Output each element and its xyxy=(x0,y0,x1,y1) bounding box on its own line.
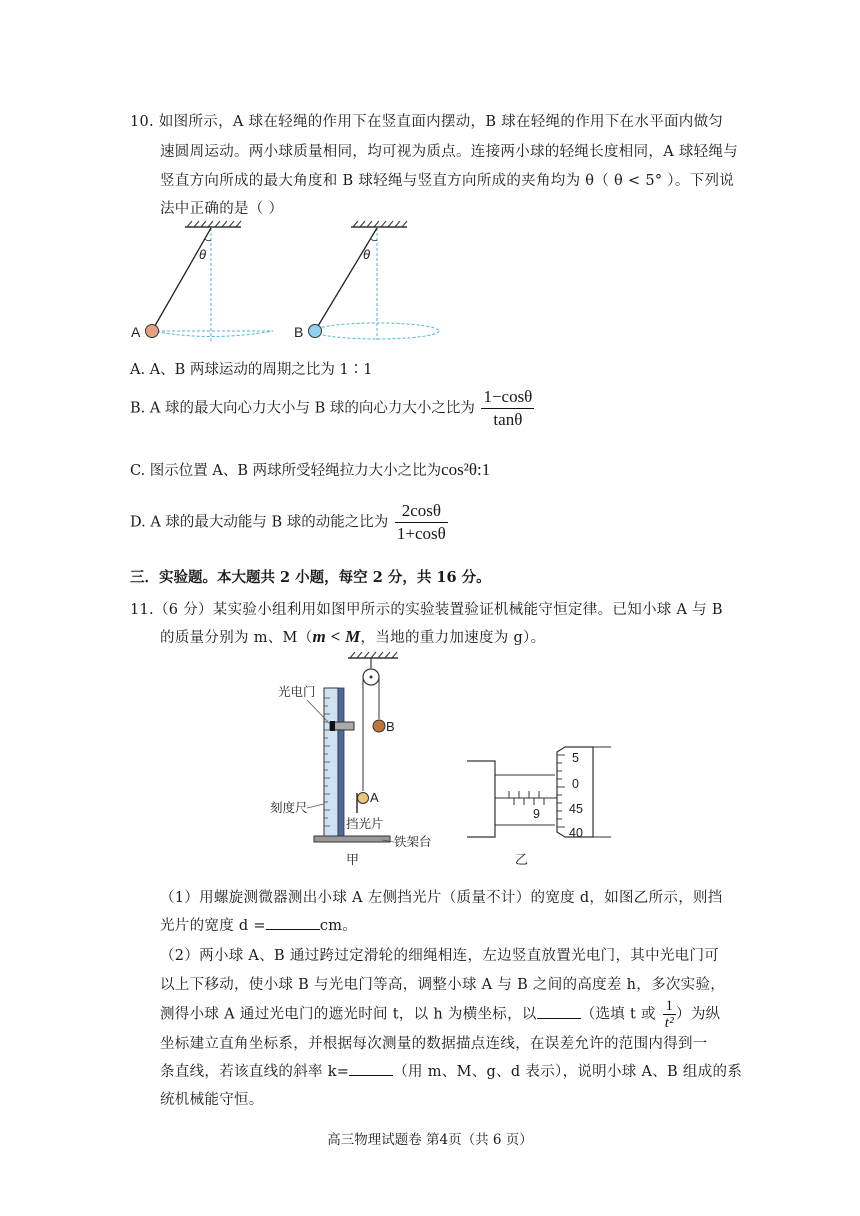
ceiling-a xyxy=(185,221,241,227)
q11-part1-line-2 xyxy=(160,914,357,935)
ball-a-label: A xyxy=(131,324,141,340)
frac-num: 1 xyxy=(663,998,676,1015)
q11-part1-line-2-pre: 光片的宽度 d = xyxy=(160,918,266,934)
section-heading: 三．实验题。本大题共 2 小题，每空 2 分，共 16 分。 xyxy=(130,569,491,586)
option-d-numerator: 2cosθ xyxy=(395,500,448,523)
figure-jia-caption: 甲 xyxy=(346,852,360,867)
option-b-numerator: 1−cosθ xyxy=(481,386,534,409)
option-b-text: B. A 球的最大向心力大小与 B 球的向心力大小之比为 xyxy=(130,400,475,417)
option-d-fraction xyxy=(395,500,448,545)
q11-part2-line-4: 坐标建立直角坐标系，并根据每次测量的数据描点连线，在误差允许的范围内得到一 xyxy=(160,1036,708,1052)
option-c-text: C. 图示位置 A、B 两球所受轻绳拉力大小之比为 xyxy=(130,463,442,479)
option-d xyxy=(130,500,448,545)
swing-arc-a xyxy=(152,331,273,337)
figure-yi-caption: 乙 xyxy=(515,852,529,867)
q11-line-2-post: ，当地的重力加速度为 g）。 xyxy=(360,630,546,646)
q11-part2-line-3-post: ）为纵 xyxy=(676,1006,721,1023)
q10-pendulum-figure xyxy=(125,218,455,348)
ruler-label: 刻度尺 xyxy=(270,801,308,815)
option-a: A. A、B 两球运动的周期之比为 1∶1 xyxy=(130,362,373,378)
theta-label-b: θ xyxy=(363,247,371,262)
ball-a-apparatus xyxy=(358,793,369,804)
stand-label: 铁架台 xyxy=(394,835,432,849)
option-b-fraction xyxy=(481,386,534,431)
shutter-label: 挡光片 xyxy=(346,817,384,831)
answer-blank-d[interactable] xyxy=(266,917,320,930)
q11-part2-line-1: （2）两小球 A、B 通过跨过定滑轮的细绳相连，左边竖直放置光电门，其中光电门可 xyxy=(160,948,720,964)
option-b xyxy=(130,386,534,431)
ceiling-b xyxy=(351,221,407,227)
ball-a-apparatus-label: A xyxy=(370,790,379,805)
q11-part2-line-3 xyxy=(160,998,720,1031)
micrometer-figure-yi xyxy=(465,738,615,868)
option-c xyxy=(130,459,490,480)
option-d-denominator: 1+cosθ xyxy=(396,524,446,543)
thimble-0: 0 xyxy=(572,777,579,791)
q11-part2-line-5 xyxy=(160,1060,742,1081)
photogate-label: 光电门 xyxy=(278,685,316,699)
option-c-math: cos²θ:1 xyxy=(441,460,491,479)
ball-b-apparatus-label: B xyxy=(386,719,395,734)
answer-blank-slope[interactable] xyxy=(349,1063,393,1076)
thimble-40: 40 xyxy=(569,826,583,840)
q11-part2-line-3-mid: （选填 t 或 xyxy=(580,1006,656,1023)
theta-label-a: θ xyxy=(199,247,207,262)
thimble-5: 5 xyxy=(572,751,579,765)
string-b xyxy=(315,228,377,331)
thimble-45: 45 xyxy=(569,802,583,816)
string-a xyxy=(152,228,211,331)
frac-den: t² xyxy=(664,1015,675,1031)
q11-line-2-pre: 的质量分别为 m、M（ xyxy=(160,630,313,646)
apparatus-figure-jia xyxy=(262,650,452,870)
q10-line-3: 竖直方向所成的最大角度和 B 球轻绳与竖直方向所成的夹角均为 θ（ θ < 5° ）。下列说 xyxy=(160,173,735,189)
answer-blank-axis[interactable] xyxy=(537,1006,581,1019)
q11-part2-line-5-post: （用 m、M、g、d 表示），说明小球 A、B 组成的系 xyxy=(393,1064,743,1080)
q11-part1-line-2-post: cm。 xyxy=(319,918,358,934)
q11-line-1: 11.（6 分）某实验小组利用如图甲所示的实验装置验证机械能守恒定律。已知小球 A 与 B xyxy=(130,602,723,618)
one-over-t-squared xyxy=(663,998,676,1031)
q10-line-4: 法中正确的是（ ） xyxy=(160,201,284,217)
page-footer: 高三物理试题卷 第4页（共 6 页） xyxy=(327,1132,533,1148)
q11-part2-line-6: 统机械能守恒。 xyxy=(160,1092,264,1108)
ball-a xyxy=(146,325,159,338)
q10-line-1: 10. 如图所示，A 球在轻绳的作用下在竖直面内摆动，B 球在轻绳的作用下在水平面内做匀 xyxy=(130,114,724,130)
ball-b xyxy=(309,325,322,338)
iron-stand-base xyxy=(314,836,390,842)
q11-part2-line-5-pre: 条直线，若该直线的斜率 k= xyxy=(160,1064,350,1080)
ball-b-label: B xyxy=(294,324,304,340)
q10-line-2: 速圆周运动。两小球质量相同，均可视为质点。连接两小球的轻绳长度相同，A 球轻绳与 xyxy=(160,144,739,160)
ball-b-apparatus xyxy=(373,720,385,732)
main-scale-reading: 9 xyxy=(533,807,540,821)
q11-part1-line-1: （1）用螺旋测微器测出小球 A 左侧挡光片（质量不计）的宽度 d，如图乙所示，则挡 xyxy=(160,890,723,906)
q11-line-2 xyxy=(160,626,545,647)
option-b-denominator: tanθ xyxy=(493,410,523,429)
q11-part2-line-2: 以上下移动，使小球 B 与光电门等高，调整小球 A 与 B 之间的高度差 h，多次实验， xyxy=(160,977,726,993)
q11-part2-line-3-pre: 测得小球 A 通过光电门的遮光时间 t，以 h 为横坐标，以 xyxy=(160,1006,537,1023)
q11-mass-relation: m < M xyxy=(312,627,361,646)
option-d-text: D. A 球的最大动能与 B 球的动能之比为 xyxy=(130,514,389,531)
